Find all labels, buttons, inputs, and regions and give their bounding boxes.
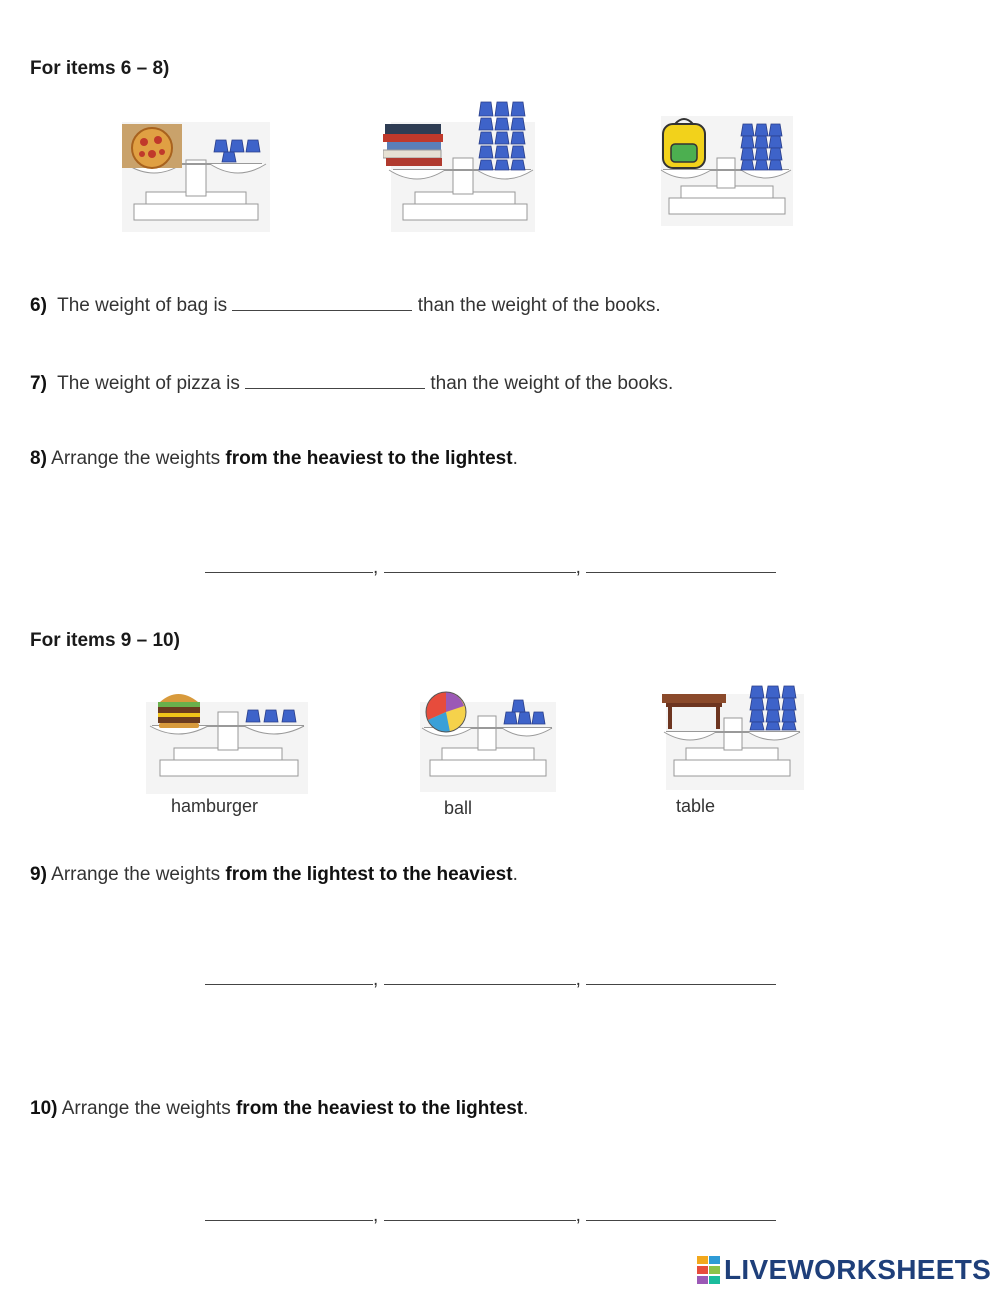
answer-row-8 (205, 556, 776, 579)
scale-books (383, 98, 535, 232)
weight-cups (750, 686, 796, 730)
scale-ball (420, 690, 556, 792)
question-text-after: than the weight of the books. (430, 373, 674, 394)
label-hamburger: hamburger (171, 796, 259, 816)
answer-blank-7[interactable] (245, 370, 425, 389)
liveworksheets-logo[interactable] (697, 1254, 991, 1286)
answer-blank-9a[interactable] (205, 968, 373, 985)
answer-blank-8a[interactable] (205, 556, 373, 573)
weight-cups (479, 102, 525, 170)
question-number: 7) (30, 373, 47, 394)
question-number: 6) (30, 295, 47, 316)
question-7 (30, 370, 673, 395)
scale-hamburger (146, 688, 308, 794)
comma: , (575, 1205, 581, 1226)
answer-blank-10c[interactable] (586, 1204, 776, 1221)
question-number: 10) (30, 1098, 58, 1119)
comma: , (575, 969, 581, 990)
question-text-end: . (512, 448, 518, 469)
question-text-bold: from the heaviest to the lightest (235, 1098, 524, 1119)
question-text-end: . (523, 1098, 529, 1119)
question-6 (30, 292, 661, 317)
answer-blank-9b[interactable] (384, 968, 576, 985)
label-ball: ball (444, 798, 473, 818)
section-heading-items-9-10: For items 9 – 10) (30, 630, 180, 651)
answer-row-10 (205, 1204, 776, 1227)
backpack-icon (663, 119, 705, 168)
comma: , (373, 1205, 379, 1226)
question-text-before: Arrange the weights (61, 1098, 231, 1119)
answer-blank-8c[interactable] (586, 556, 776, 573)
question-8 (30, 448, 518, 470)
liveworksheets-logo-icon (697, 1256, 721, 1284)
scale-pizza (122, 122, 270, 232)
question-text-before: Arrange the weights (51, 864, 221, 885)
weight-cups (246, 710, 296, 722)
question-9 (30, 864, 518, 886)
liveworksheets-logo-text: LIVEWORKSHEETS (724, 1254, 992, 1285)
comma: , (373, 969, 379, 990)
answer-blank-10b[interactable] (384, 1204, 576, 1221)
question-text-after: than the weight of the books. (417, 295, 661, 316)
comma: , (373, 557, 379, 578)
answer-blank-10a[interactable] (205, 1204, 373, 1221)
answer-row-9 (205, 968, 776, 991)
label-table: table (676, 796, 716, 816)
section-heading-items-6-8: For items 6 – 8) (30, 58, 170, 79)
ball-icon (426, 692, 466, 732)
question-text-bold: from the lightest to the heaviest (225, 864, 513, 885)
question-text-end: . (512, 864, 518, 885)
weight-cups (741, 124, 782, 170)
question-text-before: The weight of pizza is (57, 373, 240, 394)
answer-blank-8b[interactable] (384, 556, 576, 573)
pizza-icon (122, 124, 182, 168)
question-number: 9) (30, 864, 47, 885)
hamburger-icon (158, 694, 200, 728)
question-number: 8) (30, 448, 47, 469)
question-text-before: Arrange the weights (51, 448, 221, 469)
question-text-bold: from the heaviest to the lightest (225, 448, 513, 469)
scale-bag (657, 114, 793, 226)
question-10 (30, 1098, 528, 1120)
comma: , (575, 557, 581, 578)
books-icon (383, 124, 443, 166)
answer-blank-6[interactable] (232, 292, 412, 311)
scale-table (660, 684, 804, 790)
answer-blank-9c[interactable] (586, 968, 776, 985)
question-text-before: The weight of bag is (57, 295, 228, 316)
